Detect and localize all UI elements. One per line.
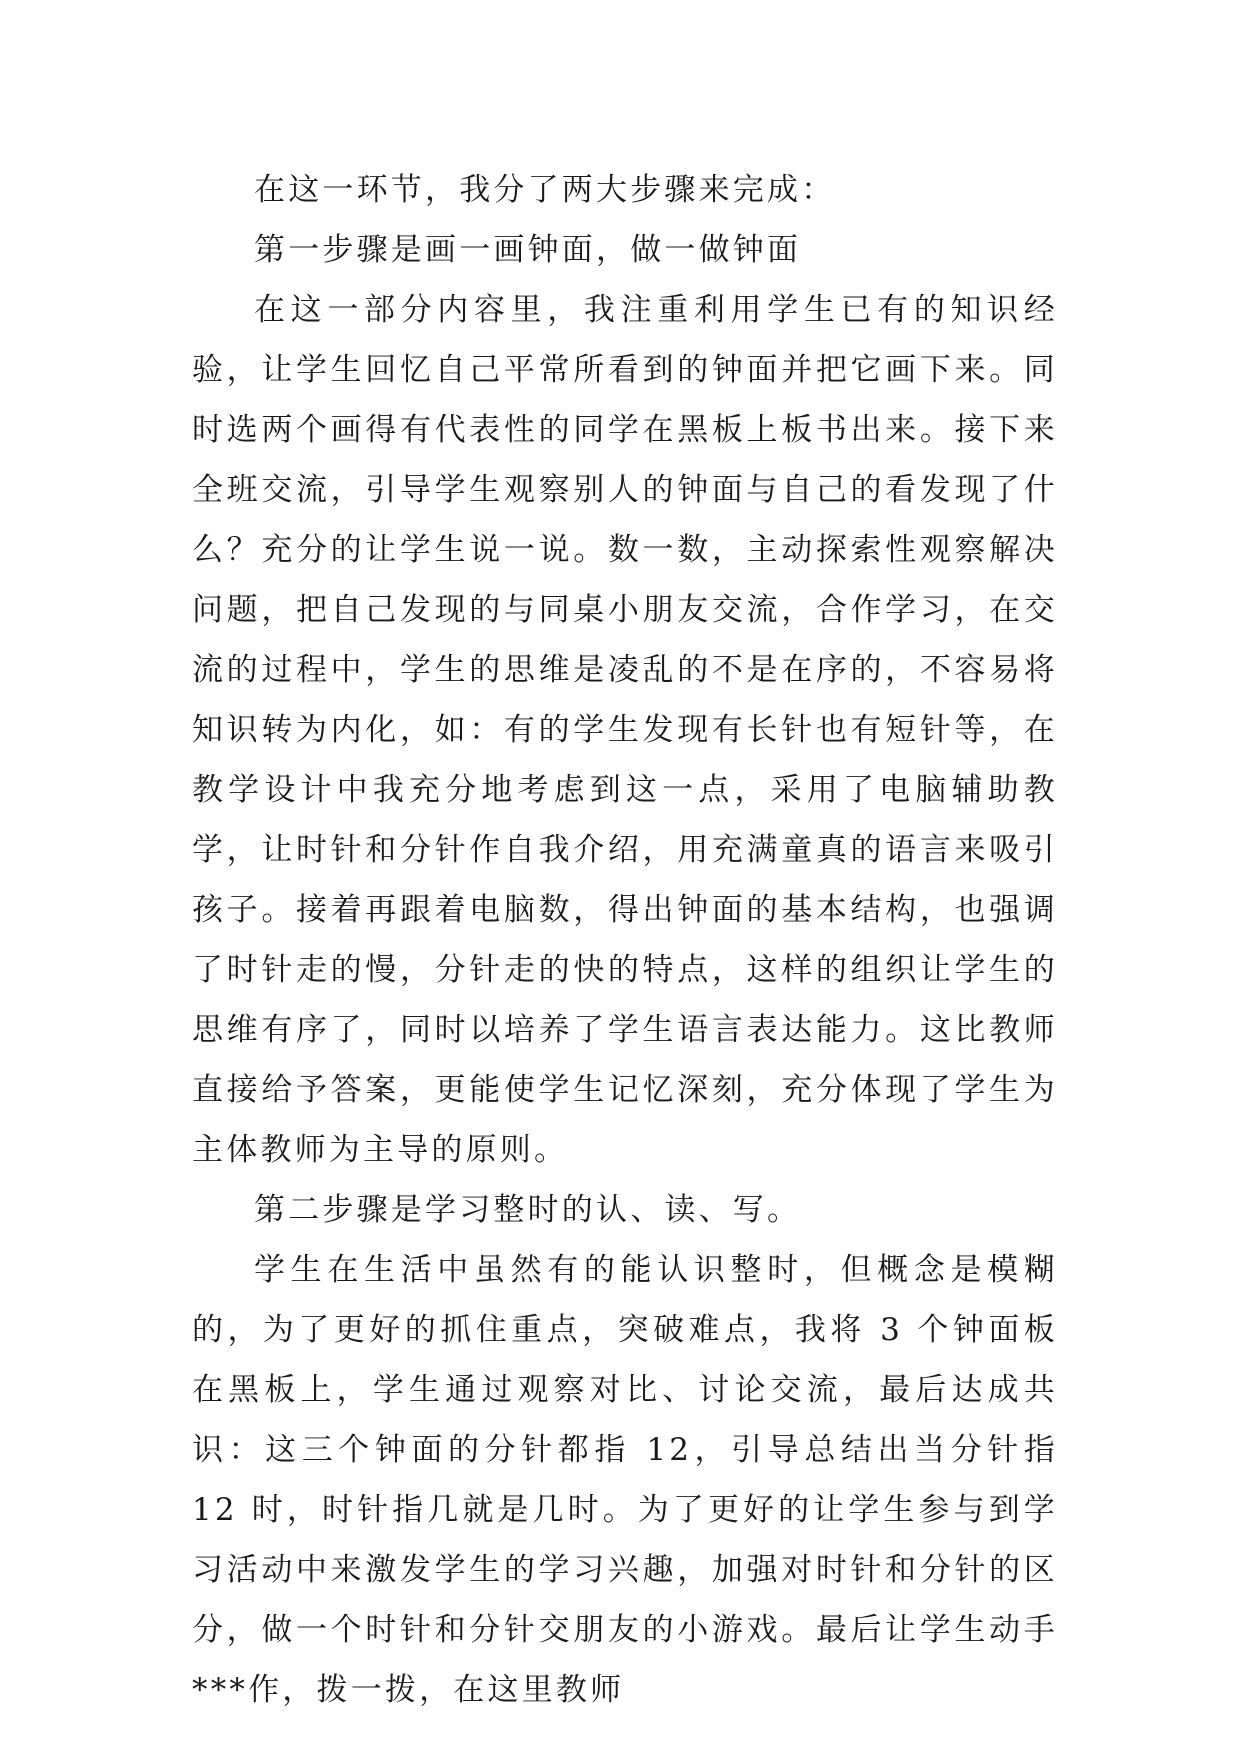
- paragraph-step-one-body: 在这一部分内容里，我注重利用学生已有的知识经验，让学生回忆自己平常所看到的钟面并把它画下来。同时选两个画得有代表性的同学在黑板上板书出来。接下来全班交流，引导学生观察别人的钟面与自己的看发现了什么？充分的让学生说一说。数一数，主动探索性观察解决问题，把自己发现的与同桌小朋友交流，合作学习，在交流的过程中，学生的思维是凌乱的不是在序的，不容易将知识转为内化，如：有的学生发现有长针也有短针等，在教学设计中我充分地考虑到这一点，采用了电脑辅助教学，让时针和分针作自我介绍，用充满童真的语言来吸引孩子。接着再跟着电脑数，得出钟面的基本结构，也强调了时针走的慢，分针走的快的特点，这样的组织让学生的思维有序了，同时以培养了学生语言表达能力。这比教师直接给予答案，更能使学生记忆深刻，充分体现了学生为主体教师为主导的原则。: [192, 292, 1058, 1168]
- paragraph-intro: 在这一环节，我分了两大步骤来完成：: [254, 172, 836, 208]
- document-body: [192, 160, 1058, 1720]
- paragraph-step-two-heading: 第二步骤是学习整时的认、读、写。: [254, 1192, 802, 1228]
- paragraph-step-one-heading: 第一步骤是画一画钟面，做一做钟面: [254, 232, 802, 268]
- paragraph-step-two-body: 学生在生活中虽然有的能认识整时，但概念是模糊的，为了更好的抓住重点，突破难点，我将 3 个钟面板在黑板上，学生通过观察对比、讨论交流，最后达成共识：这三个钟面的分针都指 12，引导总结出当分针指 12 时，时针指几就是几时。为了更好的让学生参与到学习活动中来激发学生的学习兴趣，加强对时针和分针的区分，做一个时针和分针交朋友的小游戏。最后让学生动手***作，拨一拨，在这里教师: [192, 1252, 1058, 1708]
